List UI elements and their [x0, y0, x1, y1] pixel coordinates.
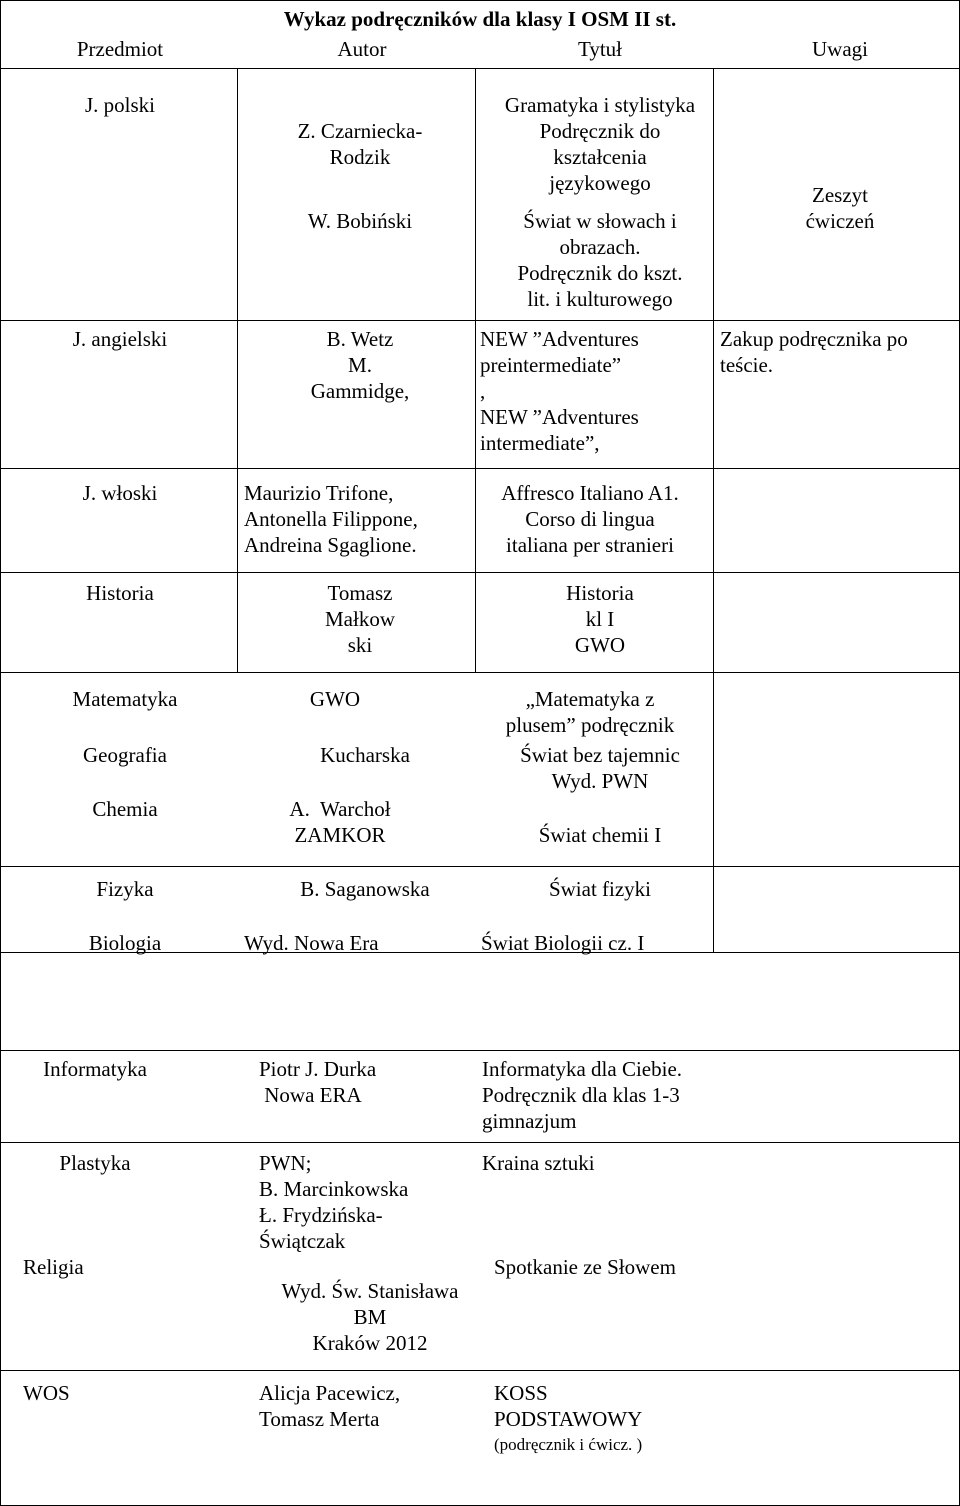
header-subject: Przedmiot [76, 37, 164, 61]
row-rule [0, 468, 960, 469]
book-wos-note: (podręcznik i ćwicz. ) [494, 1435, 643, 1454]
subject-religia: Religia [23, 1255, 84, 1279]
subject-fizyka: Fizyka [96, 877, 154, 901]
book-informatyka: Informatyka dla Ciebie. Podręcznik dla klas 1-3 gimnazjum [482, 1057, 683, 1133]
author-chemia: A. Warchoł ZAMKOR [289, 797, 391, 847]
row-rule [0, 1142, 960, 1143]
book-historia: Historia kl I GWO [566, 581, 634, 657]
subject-wloski: J. włoski [82, 481, 158, 505]
subject-polski: J. polski [84, 93, 155, 117]
header-author: Autor [337, 37, 387, 61]
subject-wos: WOS [23, 1381, 70, 1405]
row-rule [0, 572, 960, 573]
subject-geografia: Geografia [83, 743, 167, 767]
author-angielski: B. Wetz M. Gammidge, [310, 327, 410, 403]
table-border-left [0, 0, 1, 1506]
book-chemia: Świat chemii I [538, 823, 662, 847]
table-border-top [0, 0, 960, 1]
notes-angielski: Zakup podręcznika po teście. [720, 327, 908, 377]
subject-matematyka: Matematyka [72, 687, 178, 711]
book-angielski-2: NEW ”Adventures intermediate”, [480, 405, 639, 455]
subject-plastyka: Plastyka [59, 1151, 131, 1175]
row-rule [0, 672, 960, 673]
subject-chemia: Chemia [92, 797, 158, 821]
subject-angielski: J. angielski [72, 327, 168, 351]
author-historia: Tomasz Małkow ski [325, 581, 395, 657]
book-wos: KOSS PODSTAWOWY [494, 1381, 643, 1431]
author-polski-2: W. Bobiński [307, 209, 413, 233]
book-geografia: Świat bez tajemnic Wyd. PWN [520, 743, 680, 793]
author-biologia: Wyd. Nowa Era [244, 931, 379, 955]
book-matematyka: „Matematyka z plusem” podręcznik [505, 687, 675, 737]
column-rule-3b [713, 672, 714, 952]
book-angielski-1: NEW ”Adventures preintermediate” , [480, 327, 639, 403]
author-plastyka: PWN; B. Marcinkowska Ł. Frydzińska- Świątczak [259, 1151, 409, 1253]
book-fizyka: Świat fizyki [548, 877, 652, 901]
subject-biologia: Biologia [88, 931, 162, 955]
author-wos: Alicja Pacewicz, Tomasz Merta [259, 1381, 401, 1431]
row-rule [0, 1050, 960, 1051]
book-polski-2: Świat w słowach i obrazach. Podręcznik do kszt. lit. i kulturowego [517, 209, 683, 311]
header-title: Tytuł [577, 37, 623, 61]
author-informatyka: Piotr J. Durka Nowa ERA [259, 1057, 377, 1107]
author-wloski: Maurizio Trifone, Antonella Filippone, Andreina Sgaglione. [244, 481, 418, 557]
notes-polski: Zeszyt ćwiczeń [805, 183, 875, 233]
book-biologia: Świat Biologii cz. I [481, 931, 645, 955]
book-polski-1: Gramatyka i stylistyka Podręcznik do kształcenia językowego [504, 93, 696, 195]
book-plastyka: Kraina sztuki [482, 1151, 595, 1175]
row-rule [0, 1370, 960, 1371]
author-matematyka: GWO [309, 687, 361, 711]
book-wloski: Affresco Italiano A1. Corso di lingua italiana per stranieri [501, 481, 679, 557]
author-fizyka: B. Saganowska [300, 877, 430, 901]
header-rule [0, 68, 960, 69]
header-notes: Uwagi [812, 37, 868, 61]
author-polski-1: Z. Czarniecka- Rodzik [297, 119, 423, 169]
author-religia: Wyd. Św. Stanisława BM Kraków 2012 [281, 1279, 459, 1355]
author-geografia: Kucharska [320, 743, 410, 767]
row-rule [0, 320, 960, 321]
page-title: Wykaz podręczników dla klasy I OSM II st. [283, 7, 677, 31]
book-religia: Spotkanie ze Słowem [494, 1255, 676, 1279]
subject-informatyka: Informatyka [43, 1057, 147, 1081]
subject-historia: Historia [86, 581, 154, 605]
row-rule [0, 866, 960, 867]
